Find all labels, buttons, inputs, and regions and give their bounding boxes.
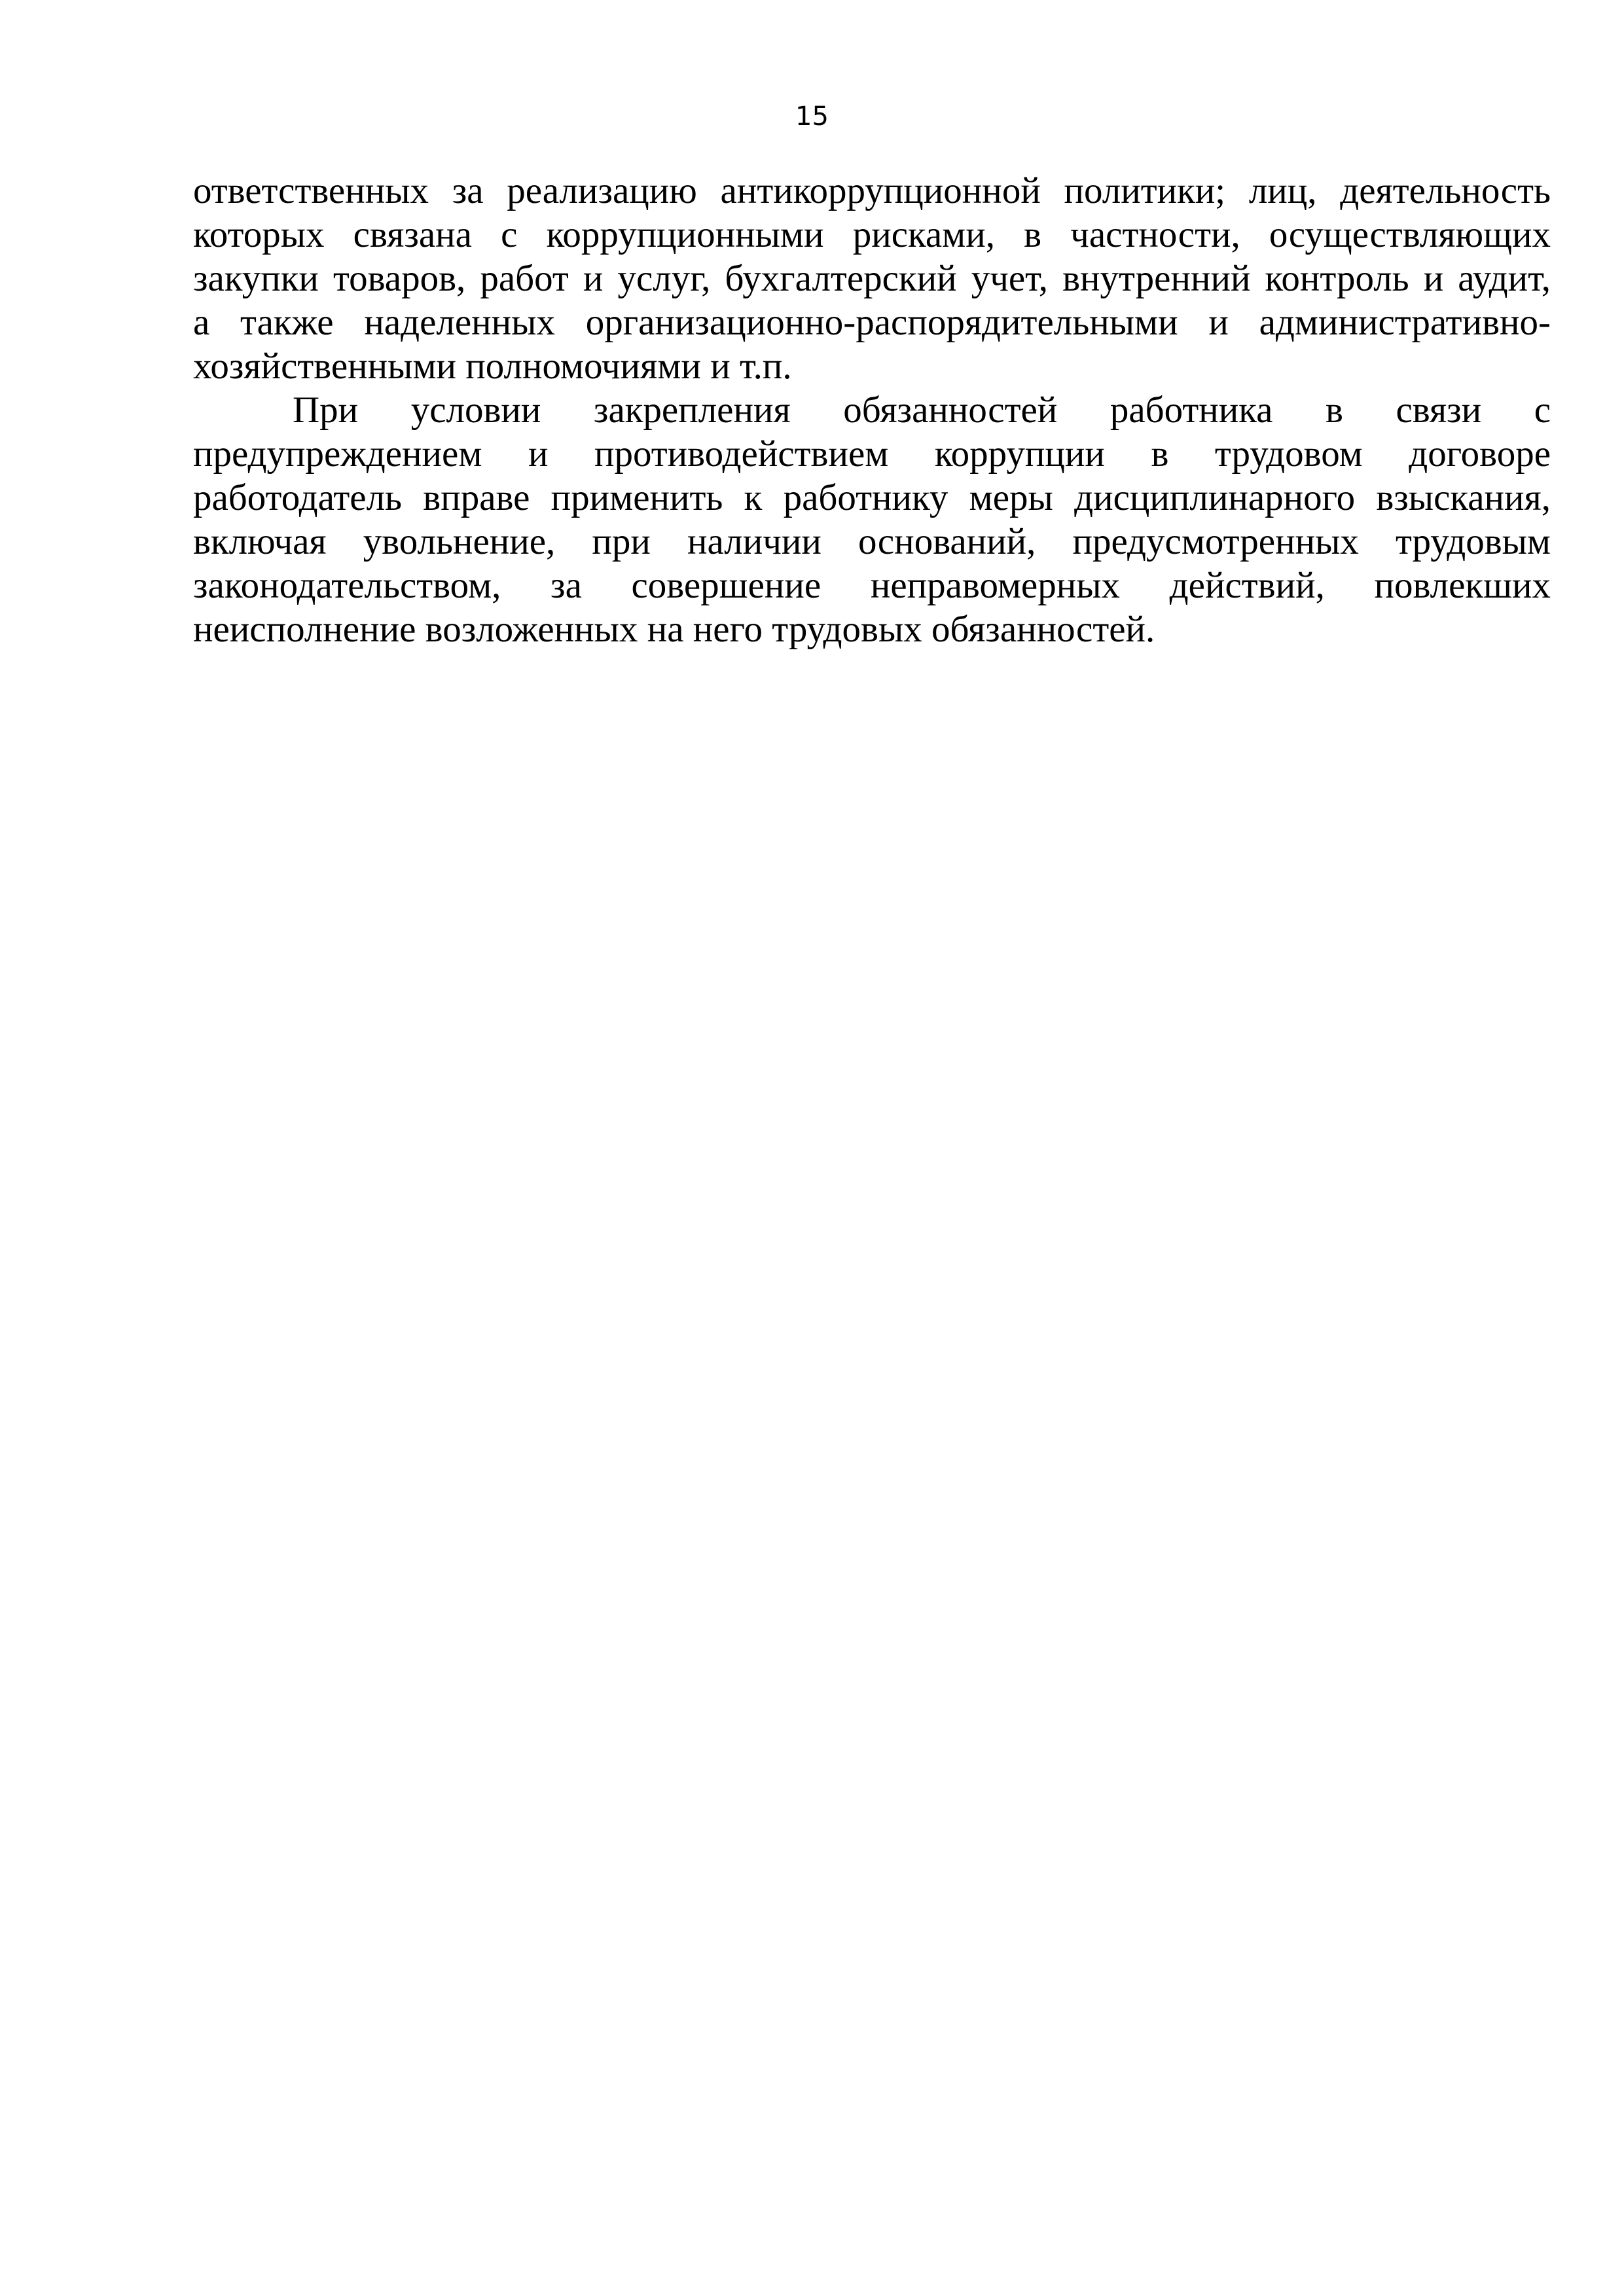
text-line: предупреждением и противодействием коррупции в трудовом договоре [193,433,1551,475]
text-line: включая увольнение, при наличии оснований, предусмотренных трудовым [193,521,1551,562]
text-line: хозяйственными полномочиями и т.п. [193,346,792,387]
text-line: работодатель вправе применить к работнику меры дисциплинарного взыскания, [193,477,1551,518]
text-line: а также наделенных организационно-распорядительными и административно- [193,302,1551,343]
paragraph-1 [193,169,1551,388]
text-line: которых связана с коррупционными рисками, в частности, осуществляющих [193,214,1551,255]
text-line: ответственных за реализацию антикоррупционной политики; лиц, деятельность [193,170,1551,211]
text-line: законодательством, за совершение неправомерных действий, повлекших [193,565,1551,606]
paragraph-2 [193,388,1551,651]
text-line: закупки товаров, работ и услуг, бухгалтерский учет, внутренний контроль и аудит, [193,258,1551,299]
text-line: При условии закрепления обязанностей работника в связи с [293,389,1551,431]
body-text [193,169,1551,651]
text-line: неисполнение возложенных на него трудовых обязанностей. [193,609,1155,650]
page-number: 15 [795,101,829,132]
